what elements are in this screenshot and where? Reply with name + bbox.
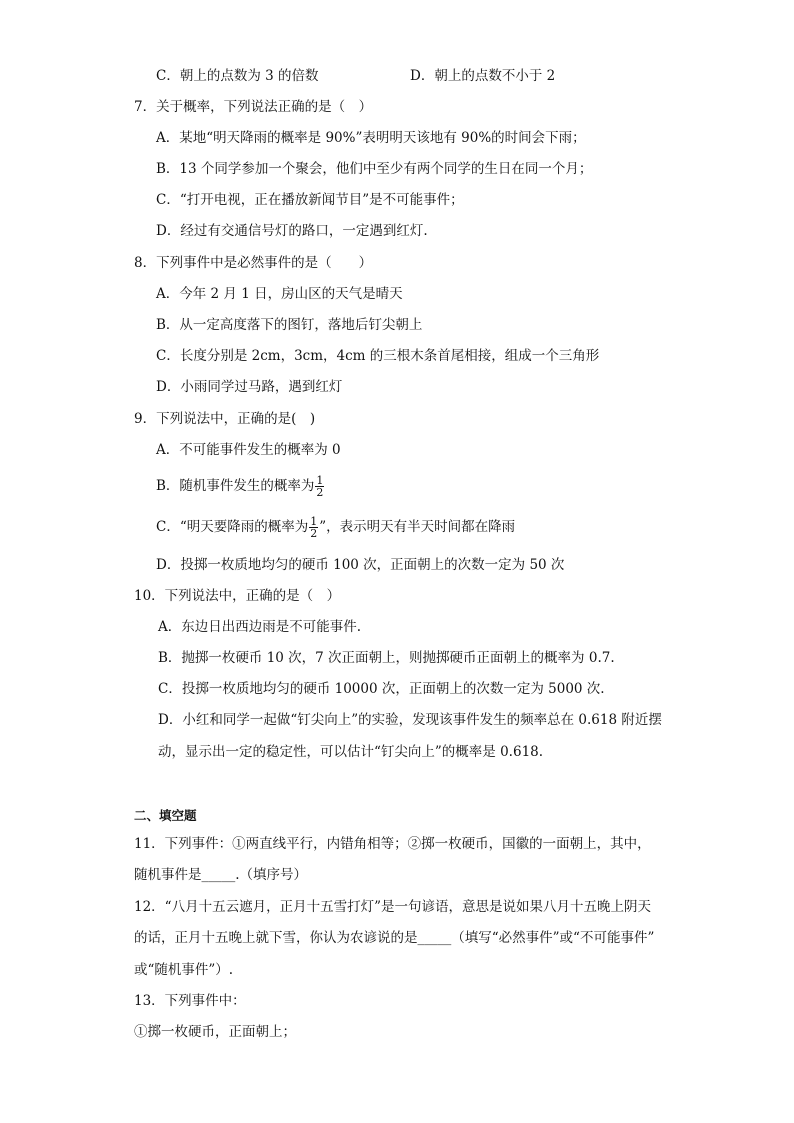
fraction-denominator: 2: [316, 486, 324, 499]
q10-option-d-line2: 动，显示出一定的稳定性，可以估计“钉尖向上”的概率是 0.618.: [158, 744, 544, 760]
q7-option-b: B．13 个同学参加一个聚会，他们中至少有两个同学的生日在同一个月；: [156, 161, 593, 177]
q10-option-a: A．东边日出西边雨是不可能事件.: [158, 619, 362, 635]
q9-option-c-text-post: ”，表示明天有半天时间都在降雨: [319, 519, 516, 535]
q12-line2: 的话，正月十五晚上就下雪，你认为农谚说的是_____（填写“必然事件”或“不可能事件”: [134, 930, 655, 946]
q7-option-c: C．“打开电视，正在播放新闻节目”是不可能事件；: [156, 192, 464, 208]
q9-option-b-text: B．随机事件发生的概率为: [156, 478, 315, 494]
fraction-one-half: [315, 475, 324, 498]
q6-option-c: C．朝上的点数为 3 的倍数: [156, 68, 319, 84]
q9-option-c-text-pre: C．“明天要降雨的概率为: [156, 519, 309, 535]
fraction-numerator: 1: [310, 515, 318, 528]
q9-option-c: [156, 516, 515, 539]
q10-option-c: C．投掷一枚质地均匀的硬币 10000 次，正面朝上的次数一定为 5000 次.: [158, 681, 605, 697]
q7-option-a: A．某地“明天降雨的概率是 90%”表明明天该地有 90%的时间会下雨；: [156, 130, 586, 146]
q11-line1: 11．下列事件：①两直线平行，内错角相等；②掷一枚硬币，国徽的一面朝上，其中，: [134, 836, 651, 852]
q9-stem: 9．下列说法中，正确的是( ): [134, 411, 316, 427]
q8-option-c: C．长度分别是 2cm，3cm，4cm 的三根木条首尾相接，组成一个三角形: [156, 348, 600, 364]
q12-line3: 或“随机事件”）.: [134, 962, 234, 978]
q8-option-d: D．小雨同学过马路，遇到红灯: [156, 379, 343, 395]
fraction-one-half: [309, 516, 318, 539]
q8-option-b: B．从一定高度落下的图钉，落地后钉尖朝上: [156, 317, 423, 333]
q7-stem: 7．关于概率，下列说法正确的是（ ）: [134, 99, 373, 115]
q9-option-d: D．投掷一枚质地均匀的硬币 100 次，正面朝上的次数一定为 50 次: [156, 557, 565, 573]
q10-stem: 10．下列说法中，正确的是（ ）: [134, 588, 341, 604]
section-title-fill-in: 二、填空题: [134, 808, 197, 823]
fraction-numerator: 1: [316, 474, 324, 487]
q9-option-b: [156, 475, 325, 498]
q11-line2: 随机事件是_____.（填序号）: [134, 867, 308, 883]
q8-option-a: A．今年 2 月 1 日，房山区的天气是晴天: [156, 286, 403, 302]
q10-option-d-line1: D．小红和同学一起做“钉尖向上”的实验，发现该事件发生的频率总在 0.618 附近摆: [158, 712, 662, 728]
q13-item-1: ①掷一枚硬币，正面朝上；: [134, 1024, 296, 1040]
q7-option-d: D．经过有交通信号灯的路口，一定遇到红灯.: [156, 223, 428, 239]
q8-stem: 8．下列事件中是必然事件的是（ ）: [134, 255, 373, 271]
q10-option-b: B．抛掷一枚硬币 10 次，7 次正面朝上，则抛掷硬币正面朝上的概率为 0.7.: [158, 650, 615, 666]
q13-stem: 13．下列事件中：: [134, 993, 246, 1009]
fraction-denominator: 2: [310, 527, 318, 540]
q6-option-d: D．朝上的点数不小于 2: [410, 68, 556, 84]
q12-line1: 12．“八月十五云遮月，正月十五雪打灯”是一句谚语，意思是说如果八月十五晚上阴天: [134, 899, 651, 915]
q9-option-a: A．不可能事件发生的概率为 0: [156, 442, 341, 458]
